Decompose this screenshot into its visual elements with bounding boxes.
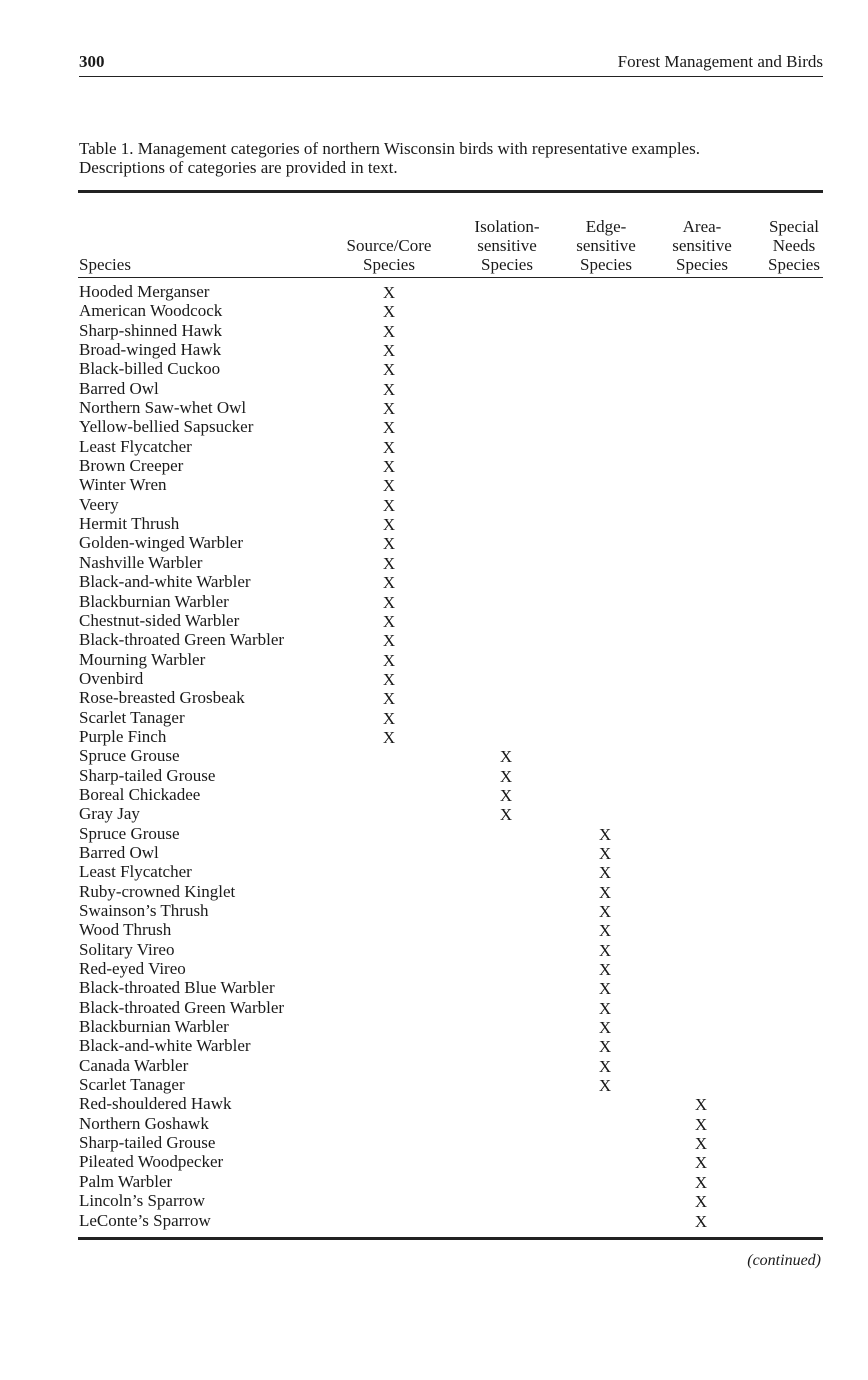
- table-row: [79, 456, 823, 475]
- table-row: [79, 592, 823, 611]
- category-mark: X: [382, 418, 396, 438]
- table-row: [79, 901, 823, 920]
- category-mark: X: [598, 902, 612, 921]
- table-row: [79, 630, 823, 649]
- category-mark: X: [598, 1037, 612, 1057]
- species-name: Pileated Woodpecker: [79, 1152, 224, 1172]
- category-mark: X: [598, 824, 612, 844]
- species-name: Blackburnian Warbler: [79, 591, 229, 611]
- continued-note: (continued): [747, 1252, 821, 1269]
- species-name: Wood Thrush: [79, 920, 172, 940]
- caption-line-1: Table 1. Management categories of northern Wisconsin birds with representative examples.: [79, 139, 700, 158]
- column-header-special-needs: Special Needs Species: [768, 217, 820, 274]
- table-row: [79, 437, 823, 456]
- category-mark: X: [598, 1056, 612, 1076]
- species-name: Chestnut-sided Warbler: [79, 610, 240, 630]
- species-name: Black-throated Green Warbler: [79, 997, 285, 1017]
- species-name: Mourning Warbler: [79, 649, 206, 669]
- column-header-isolation-sensitive: Isolation- sensitive Species: [474, 217, 540, 274]
- table-row: [79, 321, 823, 340]
- table-row: [79, 398, 823, 417]
- category-mark: X: [499, 805, 513, 825]
- table-row: [79, 514, 823, 533]
- category-mark: X: [694, 1114, 708, 1134]
- table-row: [79, 785, 823, 804]
- species-name: Brown Creeper: [79, 456, 184, 476]
- category-mark: X: [382, 302, 396, 322]
- species-name: American Woodcock: [79, 301, 223, 321]
- table-top-rule: [78, 190, 823, 193]
- category-mark: X: [382, 360, 396, 380]
- category-mark: X: [382, 457, 396, 477]
- table-row: [79, 920, 823, 939]
- caption-line-2: Descriptions of categories are provided in text.: [79, 158, 398, 177]
- table-row: [79, 1075, 823, 1094]
- table-row: [79, 766, 823, 785]
- table-row: [79, 533, 823, 552]
- category-mark: X: [382, 341, 396, 361]
- column-header-edge-sensitive: Edge- sensitive Species: [576, 217, 636, 274]
- category-mark: X: [598, 882, 612, 902]
- species-name: Gray Jay: [79, 804, 140, 824]
- category-mark: X: [598, 863, 612, 883]
- category-mark: X: [598, 1076, 612, 1096]
- category-mark: X: [694, 1172, 708, 1192]
- table-row: [79, 340, 823, 359]
- table-bottom-rule: [78, 1237, 823, 1240]
- species-name: Lincoln’s Sparrow: [79, 1191, 206, 1211]
- table-row: [79, 553, 823, 572]
- species-name: Least Flycatcher: [79, 862, 192, 882]
- table-row: [79, 475, 823, 494]
- table-row: [79, 572, 823, 591]
- table-row: [79, 882, 823, 901]
- category-mark: X: [598, 1018, 612, 1038]
- table-row: [79, 978, 823, 997]
- category-mark: X: [382, 727, 396, 747]
- species-name: Yellow-bellied Sapsucker: [79, 417, 254, 437]
- category-mark: X: [499, 747, 513, 767]
- table-row: [79, 1133, 823, 1152]
- species-name: Ovenbird: [79, 668, 144, 688]
- column-header-source-core: Source/Core Species: [346, 236, 432, 274]
- category-mark: X: [382, 515, 396, 535]
- table-row: [79, 1094, 823, 1113]
- table-row: [79, 824, 823, 843]
- table-row: [79, 998, 823, 1017]
- header-rule: [78, 277, 823, 278]
- table-row: [79, 650, 823, 669]
- species-name: Blackburnian Warbler: [79, 1017, 229, 1037]
- category-mark: X: [382, 437, 396, 457]
- category-mark: X: [382, 669, 396, 689]
- table-row: [79, 1114, 823, 1133]
- table-row: [79, 688, 823, 707]
- species-name: Barred Owl: [79, 378, 159, 398]
- category-mark: X: [382, 399, 396, 419]
- table-row: [79, 379, 823, 398]
- species-name: Solitary Vireo: [79, 939, 175, 959]
- species-name: Canada Warbler: [79, 1055, 189, 1075]
- table-row: [79, 1017, 823, 1036]
- category-mark: X: [694, 1192, 708, 1212]
- category-mark: X: [499, 785, 513, 805]
- table-row: [79, 940, 823, 959]
- table-row: [79, 359, 823, 378]
- category-mark: X: [382, 708, 396, 728]
- species-name: Black-and-white Warbler: [79, 1036, 251, 1056]
- table-row: [79, 301, 823, 320]
- category-mark: X: [598, 979, 612, 999]
- species-name: Golden-winged Warbler: [79, 533, 244, 553]
- category-mark: X: [694, 1134, 708, 1154]
- species-name: Scarlet Tanager: [79, 707, 185, 727]
- category-mark: X: [598, 843, 612, 863]
- column-header-area-sensitive: Area- sensitive Species: [672, 217, 732, 274]
- category-mark: X: [382, 553, 396, 573]
- species-name: Palm Warbler: [79, 1171, 173, 1191]
- species-name: Broad-winged Hawk: [79, 340, 222, 360]
- species-name: Black-and-white Warbler: [79, 572, 251, 592]
- table-row: [79, 746, 823, 765]
- column-header-species: Species: [79, 255, 131, 274]
- category-mark: X: [598, 921, 612, 941]
- table-row: [79, 282, 823, 301]
- category-mark: X: [382, 283, 396, 302]
- species-name: Sharp-tailed Grouse: [79, 1133, 216, 1153]
- category-mark: X: [598, 960, 612, 980]
- category-mark: X: [382, 650, 396, 670]
- species-name: LeConte’s Sparrow: [79, 1210, 211, 1230]
- species-name: Least Flycatcher: [79, 436, 192, 456]
- species-name: Nashville Warbler: [79, 552, 203, 572]
- category-mark: X: [382, 534, 396, 554]
- species-name: Black-throated Blue Warbler: [79, 978, 275, 998]
- category-mark: X: [382, 592, 396, 612]
- category-mark: X: [382, 611, 396, 631]
- table-row: [79, 862, 823, 881]
- species-name: Purple Finch: [79, 726, 167, 746]
- species-name: Sharp-tailed Grouse: [79, 765, 216, 785]
- category-mark: X: [382, 689, 396, 709]
- species-name: Ruby-crowned Kinglet: [79, 881, 236, 901]
- table-row: [79, 843, 823, 862]
- category-mark: X: [694, 1095, 708, 1115]
- species-name: Black-throated Green Warbler: [79, 630, 285, 650]
- page-header: [79, 50, 823, 77]
- species-name: Barred Owl: [79, 842, 159, 862]
- category-mark: X: [382, 476, 396, 496]
- species-name: Veery: [79, 494, 119, 514]
- species-name: Northern Goshawk: [79, 1113, 209, 1133]
- table-row: [79, 1056, 823, 1075]
- species-name: Boreal Chickadee: [79, 784, 201, 804]
- species-name: Red-eyed Vireo: [79, 959, 186, 979]
- table-row: [79, 1191, 823, 1210]
- table-row: [79, 1036, 823, 1055]
- table-row: [79, 669, 823, 688]
- category-mark: X: [382, 573, 396, 593]
- species-name: Swainson’s Thrush: [79, 901, 209, 920]
- category-mark: X: [694, 1211, 708, 1231]
- category-mark: X: [499, 766, 513, 786]
- table-row: [79, 727, 823, 746]
- page-number: 300: [79, 52, 105, 71]
- category-mark: X: [382, 321, 396, 341]
- table-row: [79, 495, 823, 514]
- table-row: [79, 1172, 823, 1191]
- table-row: [79, 959, 823, 978]
- category-mark: X: [382, 495, 396, 515]
- category-mark: X: [694, 1153, 708, 1173]
- category-mark: X: [382, 379, 396, 399]
- species-name: Scarlet Tanager: [79, 1075, 185, 1095]
- running-title: Forest Management and Birds: [617, 52, 823, 71]
- species-name: Red-shouldered Hawk: [79, 1094, 232, 1114]
- table-row: [79, 804, 823, 823]
- species-name: Hermit Thrush: [79, 514, 180, 534]
- species-name: Rose-breasted Grosbeak: [79, 688, 245, 708]
- species-name: Northern Saw-whet Owl: [79, 398, 247, 418]
- category-mark: X: [598, 998, 612, 1018]
- table-body: [79, 282, 823, 1230]
- species-name: Sharp-shinned Hawk: [79, 320, 223, 340]
- category-mark: X: [382, 631, 396, 651]
- species-name: Spruce Grouse: [79, 823, 180, 843]
- species-name: Black-billed Cuckoo: [79, 359, 221, 379]
- category-mark: X: [598, 940, 612, 960]
- table-row: [79, 417, 823, 436]
- table-row: [79, 611, 823, 630]
- table-row: [79, 1152, 823, 1171]
- species-name: Hooded Merganser: [79, 282, 210, 301]
- species-name: Winter Wren: [79, 475, 167, 495]
- table-caption: [79, 139, 823, 177]
- species-name: Spruce Grouse: [79, 746, 180, 766]
- table-row: [79, 708, 823, 727]
- table-row: [79, 1211, 823, 1230]
